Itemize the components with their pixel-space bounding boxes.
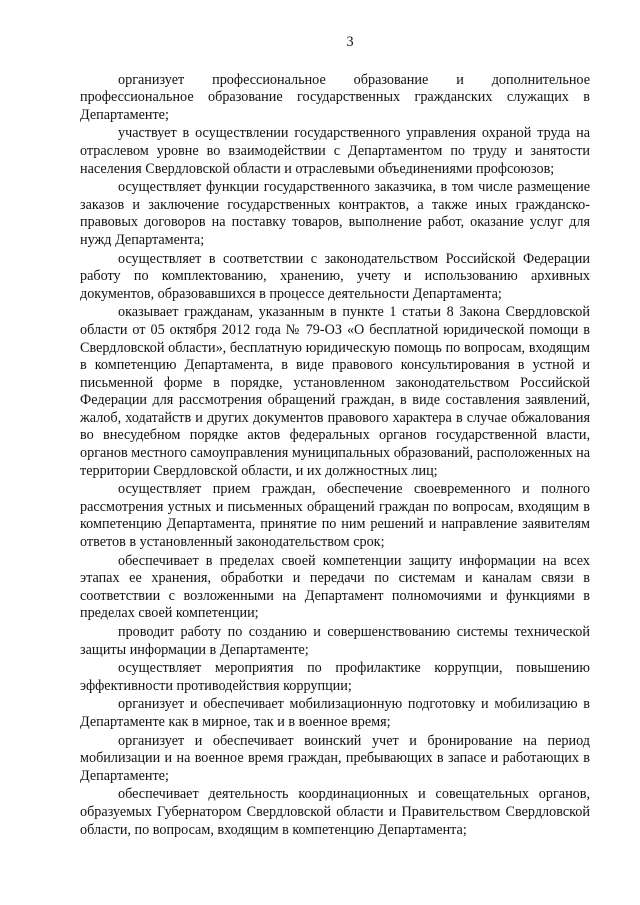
paragraph: проводит работу по созданию и совершенствованию системы технической защиты информации в Департаменте; (80, 624, 590, 658)
paragraph: осуществляет функции государственного заказчика, в том числе размещение заказов и заключение государственных контрактов, а также иных гражданско-правовых договоров на поставку товаров, выполнение работ, оказание услуг для нужд Департамента; (80, 179, 590, 248)
paragraph: осуществляет мероприятия по профилактике коррупции, повышению эффективности противодействия коррупции; (80, 660, 590, 694)
paragraph: обеспечивает деятельность координационных и совещательных органов, образуемых Губернатором Свердловской области и Правительством Свердловской области, по вопросам, входящим в компетенцию Департамента; (80, 786, 590, 838)
paragraph: организует профессиональное образование и дополнительное профессиональное образование государственных гражданских служащих в Департаменте; (80, 71, 590, 123)
paragraph: осуществляет в соответствии с законодательством Российской Федерации работу по комплектованию, хранению, учету и использованию архивных документов, образовавшихся в процессе деятельности Департамента; (80, 250, 590, 302)
document-body (80, 72, 590, 840)
paragraph: обеспечивает в пределах своей компетенции защиту информации на всех этапах ее хранения, обработки и передачи по системам и каналам связи в соответствии с возложенными на Департамент полномочиями и функциями в пределах своей компетенции; (80, 552, 590, 622)
paragraph: участвует в осуществлении государственного управления охраной труда на отраслевом уровне во взаимодействии с Департаментом по труду и занятости населения Свердловской области и отраслевыми объединениями профсоюзов; (80, 125, 590, 177)
paragraph: организует и обеспечивает мобилизационную подготовку и мобилизацию в Департаменте как в мирное, так и в военное время; (80, 696, 590, 730)
paragraph: оказывает гражданам, указанным в пункте 1 статьи 8 Закона Свердловской области от 05 октября 2012 года № 79-ОЗ «О бесплатной юридической помощи в Свердловской области», бесплатную юридическую помощь по вопросам, входящим в компетенцию Департамента, в виде правового консультирования в устной и письменной форме в порядке, установленном законодательством Российской Федерации для рассмотрения обращений граждан, в виде составления заявлений, жалоб, ходатайств и других документов правового характера в случае обжалования во внесудебном порядке актов федеральных органов государственной власти, органов местного самоуправления муниципальных образований, расположенных на территории Свердловской области, и их должностных лиц; (80, 304, 590, 479)
paragraph: организует и обеспечивает воинский учет и бронирование на период мобилизации и на военное время граждан, пребывающих в запасе и работающих в Департаменте; (80, 732, 590, 784)
paragraph: осуществляет прием граждан, обеспечение своевременного и полного рассмотрения устных и письменных обращений граждан по вопросам, входящим в компетенцию Департамента, принятие по ним решений и направление заявителям ответов в установленный законодательством срок; (80, 481, 590, 551)
page-number: 3 (346, 34, 354, 50)
